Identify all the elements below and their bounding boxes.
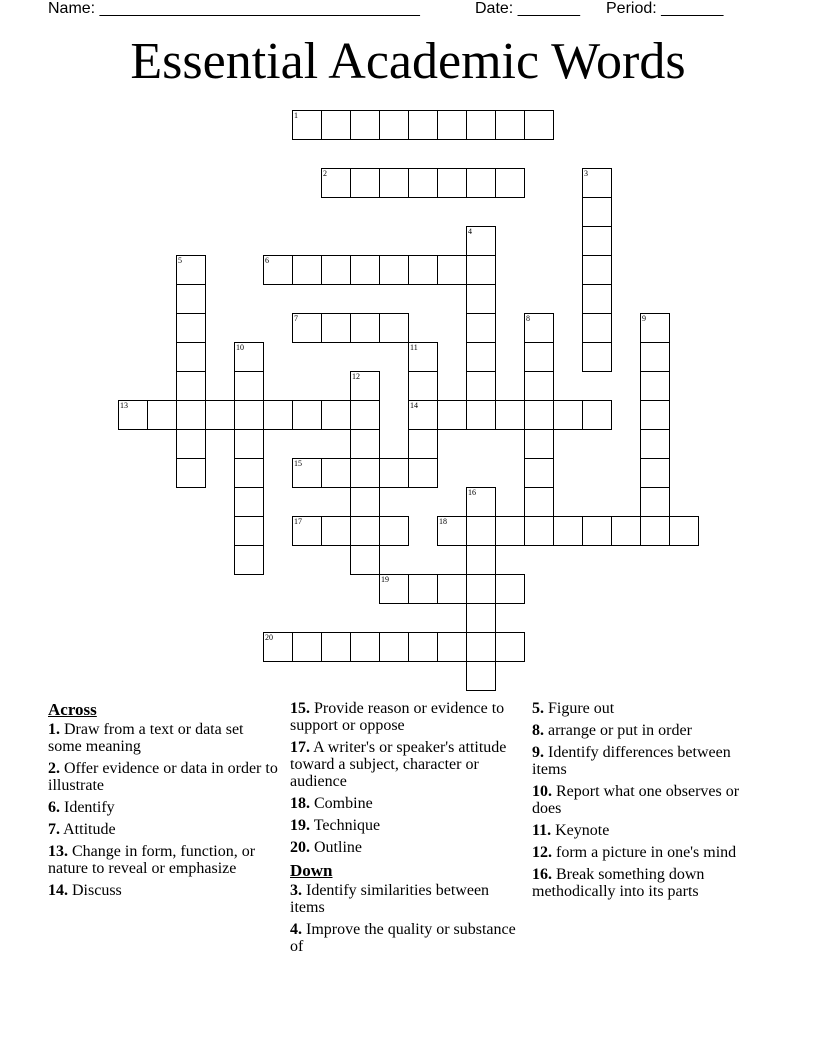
clue-number: 16. (532, 866, 552, 883)
crossword-cell[interactable] (582, 255, 612, 285)
crossword-cell[interactable] (379, 255, 409, 285)
crossword-cell[interactable] (379, 632, 409, 662)
crossword-cell[interactable] (466, 574, 496, 604)
clue-item (290, 739, 526, 790)
clue-number: 13. (48, 843, 68, 860)
crossword-cell[interactable] (292, 400, 322, 430)
crossword-cell[interactable] (379, 458, 409, 488)
clue-number: 15. (290, 700, 310, 717)
crossword-cell[interactable] (176, 371, 206, 401)
crossword-cell[interactable] (640, 342, 670, 372)
crossword-cell[interactable] (437, 110, 467, 140)
clue-item (532, 866, 768, 900)
crossword-cell[interactable] (350, 632, 380, 662)
crossword-cell[interactable] (408, 168, 438, 198)
crossword-cell[interactable] (466, 110, 496, 140)
clue-item (48, 882, 278, 899)
crossword-cell[interactable] (582, 284, 612, 314)
clue-text: Identify similarities between items (290, 882, 490, 916)
crossword-cell[interactable] (582, 342, 612, 372)
crossword-cell[interactable] (234, 516, 264, 546)
clue-number: 6. (48, 799, 60, 816)
date-field-label[interactable]: Date: _______ (475, 0, 580, 17)
crossword-cell[interactable] (524, 342, 554, 372)
section-heading-down: Down (290, 861, 333, 880)
clue-number: 17. (290, 739, 310, 756)
clue-text: Attitude (60, 821, 116, 838)
crossword-cell[interactable] (379, 313, 409, 343)
clue-item (532, 700, 768, 717)
crossword-cell[interactable] (524, 110, 554, 140)
crossword-cell[interactable] (234, 545, 264, 575)
crossword-cell[interactable] (292, 458, 322, 488)
crossword-cell[interactable] (292, 516, 322, 546)
crossword-cell[interactable] (524, 371, 554, 401)
crossword-cell[interactable] (524, 458, 554, 488)
crossword-cell[interactable] (350, 487, 380, 517)
cell-number: 19 (381, 575, 389, 584)
crossword-cell[interactable] (263, 632, 293, 662)
crossword-cell[interactable] (466, 342, 496, 372)
crossword-cell[interactable] (408, 574, 438, 604)
crossword-cell[interactable] (176, 400, 206, 430)
page-title: Essential Academic Words (130, 33, 686, 90)
crossword-cell[interactable] (466, 313, 496, 343)
crossword-cell[interactable] (350, 168, 380, 198)
crossword-cell[interactable] (582, 197, 612, 227)
crossword-cell[interactable] (466, 545, 496, 575)
crossword-cell[interactable] (437, 168, 467, 198)
name-field-label[interactable]: Name: ____________________________________ (48, 0, 420, 17)
crossword-cell[interactable] (408, 255, 438, 285)
crossword-cell[interactable] (524, 429, 554, 459)
crossword-cell[interactable] (582, 226, 612, 256)
crossword-cell[interactable] (379, 516, 409, 546)
clue-number: 11. (532, 822, 552, 839)
crossword-cell[interactable] (524, 313, 554, 343)
crossword-cell[interactable] (176, 429, 206, 459)
crossword-cell[interactable] (640, 458, 670, 488)
crossword-cell[interactable] (524, 487, 554, 517)
crossword-cell[interactable] (176, 458, 206, 488)
clue-number: 1. (48, 721, 60, 738)
crossword-cell[interactable] (640, 429, 670, 459)
clue-item (48, 799, 278, 816)
clue-text: form a picture in one's mind (552, 844, 737, 861)
clue-item (290, 882, 526, 916)
clue-text: Technique (310, 817, 381, 834)
crossword-cell[interactable] (234, 371, 264, 401)
clue-text: Figure out (544, 700, 615, 717)
crossword-cell[interactable] (466, 487, 496, 517)
crossword-cell[interactable] (553, 400, 583, 430)
cell-number: 12 (352, 372, 360, 381)
clue-text: A writer's or speaker's attitude toward a subject, character or audience (290, 739, 507, 790)
crossword-cell[interactable] (611, 516, 641, 546)
clue-text: Break something down methodically into its parts (532, 866, 705, 900)
cell-number: 16 (468, 488, 476, 497)
clue-number: 3. (290, 882, 302, 899)
clue-item (532, 744, 768, 778)
cell-number: 3 (584, 169, 588, 178)
clue-number: 5. (532, 700, 544, 717)
crossword-cell[interactable] (495, 168, 525, 198)
crossword-cell[interactable] (582, 313, 612, 343)
crossword-cell[interactable] (495, 574, 525, 604)
cell-number: 2 (323, 169, 327, 178)
crossword-cell[interactable] (350, 458, 380, 488)
crossword-cell[interactable] (495, 516, 525, 546)
cell-number: 6 (265, 256, 269, 265)
crossword-cell[interactable] (321, 516, 351, 546)
clue-number: 19. (290, 817, 310, 834)
crossword-cell[interactable] (350, 545, 380, 575)
crossword-cell[interactable] (466, 661, 496, 691)
clue-item (532, 783, 768, 817)
clue-number: 18. (290, 795, 310, 812)
cell-number: 1 (294, 111, 298, 120)
cell-number: 5 (178, 256, 182, 265)
crossword-cell[interactable] (437, 632, 467, 662)
crossword-cell[interactable] (350, 429, 380, 459)
crossword-cell[interactable] (292, 632, 322, 662)
crossword-cell[interactable] (292, 110, 322, 140)
crossword-cell[interactable] (466, 632, 496, 662)
clue-number: 9. (532, 744, 544, 761)
cell-number: 7 (294, 314, 298, 323)
cell-number: 9 (642, 314, 646, 323)
cell-number: 8 (526, 314, 530, 323)
clue-item (290, 921, 526, 955)
clue-item (532, 722, 768, 739)
crossword-cell[interactable] (205, 400, 235, 430)
crossword-cell[interactable] (669, 516, 699, 546)
crossword-cell[interactable] (350, 516, 380, 546)
crossword-cell[interactable] (466, 284, 496, 314)
crossword-cell[interactable] (640, 313, 670, 343)
clue-number: 4. (290, 921, 302, 938)
crossword-cell[interactable] (582, 168, 612, 198)
crossword-cell[interactable] (350, 371, 380, 401)
clue-item (48, 760, 278, 794)
crossword-cell[interactable] (495, 110, 525, 140)
crossword-cell[interactable] (321, 168, 351, 198)
clue-text: Outline (310, 839, 362, 856)
clue-text: Identify (60, 799, 115, 816)
clue-text: Identify differences between items (532, 744, 731, 778)
cell-number: 18 (439, 517, 447, 526)
clue-text: Discuss (68, 882, 122, 899)
clue-item (532, 822, 768, 839)
clue-item (290, 817, 526, 834)
crossword-cell[interactable] (408, 400, 438, 430)
clue-item (290, 839, 526, 856)
clue-text: Provide reason or evidence to support or oppose (290, 700, 505, 734)
clue-text: arrange or put in order (544, 722, 692, 739)
period-field-label[interactable]: Period: _______ (606, 0, 724, 17)
crossword-cell[interactable] (379, 574, 409, 604)
clue-number: 8. (532, 722, 544, 739)
cell-number: 13 (120, 401, 128, 410)
crossword-cell[interactable] (321, 632, 351, 662)
crossword-cell[interactable] (234, 342, 264, 372)
crossword-cell[interactable] (408, 429, 438, 459)
clues-column-3 (532, 700, 768, 905)
crossword-cell[interactable] (321, 313, 351, 343)
crossword-cell[interactable] (321, 255, 351, 285)
crossword-cell[interactable] (321, 110, 351, 140)
crossword-cell[interactable] (553, 516, 583, 546)
crossword-cell[interactable] (437, 574, 467, 604)
clue-item (48, 843, 278, 877)
crossword-cell[interactable] (234, 429, 264, 459)
clue-item (290, 700, 526, 734)
cell-number: 17 (294, 517, 302, 526)
crossword-cell[interactable] (379, 110, 409, 140)
clue-item (290, 795, 526, 812)
crossword-cell[interactable] (263, 400, 293, 430)
crossword-cell[interactable] (640, 400, 670, 430)
crossword-cell[interactable] (640, 371, 670, 401)
crossword-cell[interactable] (495, 632, 525, 662)
crossword-cell[interactable] (437, 400, 467, 430)
clue-text: Combine (310, 795, 373, 812)
crossword-cell[interactable] (466, 168, 496, 198)
crossword-cell[interactable] (350, 400, 380, 430)
crossword-cell[interactable] (466, 400, 496, 430)
crossword-cell[interactable] (321, 458, 351, 488)
cell-number: 4 (468, 227, 472, 236)
crossword-cell[interactable] (582, 400, 612, 430)
crossword-cell[interactable] (408, 110, 438, 140)
crossword-cell[interactable] (379, 168, 409, 198)
crossword-cell[interactable] (234, 458, 264, 488)
clue-text: Draw from a text or data set some meaning (48, 721, 244, 755)
crossword-cell[interactable] (408, 458, 438, 488)
crossword-cell[interactable] (524, 516, 554, 546)
crossword-cell[interactable] (176, 313, 206, 343)
crossword-cell[interactable] (466, 603, 496, 633)
cell-number: 20 (265, 633, 273, 642)
clue-item (48, 721, 278, 755)
clue-text: Offer evidence or data in order to illustrate (48, 760, 278, 794)
crossword-cell[interactable] (640, 487, 670, 517)
crossword-cell[interactable] (437, 255, 467, 285)
clue-item (48, 821, 278, 838)
crossword-cell[interactable] (321, 400, 351, 430)
crossword-cell[interactable] (118, 400, 148, 430)
clue-number: 2. (48, 760, 60, 777)
crossword-cell[interactable] (582, 516, 612, 546)
crossword-cell[interactable] (176, 284, 206, 314)
section-heading-across: Across (48, 700, 97, 719)
crossword-cell[interactable] (466, 255, 496, 285)
crossword-cell[interactable] (234, 400, 264, 430)
crossword-cell[interactable] (524, 400, 554, 430)
crossword-cell[interactable] (466, 371, 496, 401)
crossword-cell[interactable] (437, 516, 467, 546)
crossword-cell[interactable] (466, 516, 496, 546)
clue-number: 20. (290, 839, 310, 856)
crossword-cell[interactable] (495, 400, 525, 430)
cell-number: 10 (236, 343, 244, 352)
cell-number: 14 (410, 401, 418, 410)
crossword-cell[interactable] (640, 516, 670, 546)
crossword-cell[interactable] (350, 313, 380, 343)
crossword-cell[interactable] (466, 226, 496, 256)
crossword-cell[interactable] (234, 487, 264, 517)
clue-text: Report what one observes or does (532, 783, 740, 817)
cell-number: 15 (294, 459, 302, 468)
clue-text: Improve the quality or substance of (290, 921, 516, 955)
crossword-cell[interactable] (176, 255, 206, 285)
clue-text: Change in form, function, or nature to reveal or emphasize (48, 843, 256, 877)
clues-column-2 (290, 700, 526, 960)
clue-text: Keynote (551, 822, 610, 839)
clue-number: 7. (48, 821, 60, 838)
cell-number: 11 (410, 343, 418, 352)
clue-number: 12. (532, 844, 552, 861)
clue-number: 14. (48, 882, 68, 899)
clues-column-1 (48, 700, 278, 904)
crossword-cell[interactable] (263, 255, 293, 285)
crossword-cell[interactable] (408, 371, 438, 401)
clue-item (532, 844, 768, 861)
crossword-cell[interactable] (408, 342, 438, 372)
crossword-cell[interactable] (350, 255, 380, 285)
crossword-cell[interactable] (292, 313, 322, 343)
crossword-cell[interactable] (292, 255, 322, 285)
crossword-cell[interactable] (350, 110, 380, 140)
crossword-cell[interactable] (147, 400, 177, 430)
clue-number: 10. (532, 783, 552, 800)
crossword-cell[interactable] (176, 342, 206, 372)
crossword-cell[interactable] (408, 632, 438, 662)
